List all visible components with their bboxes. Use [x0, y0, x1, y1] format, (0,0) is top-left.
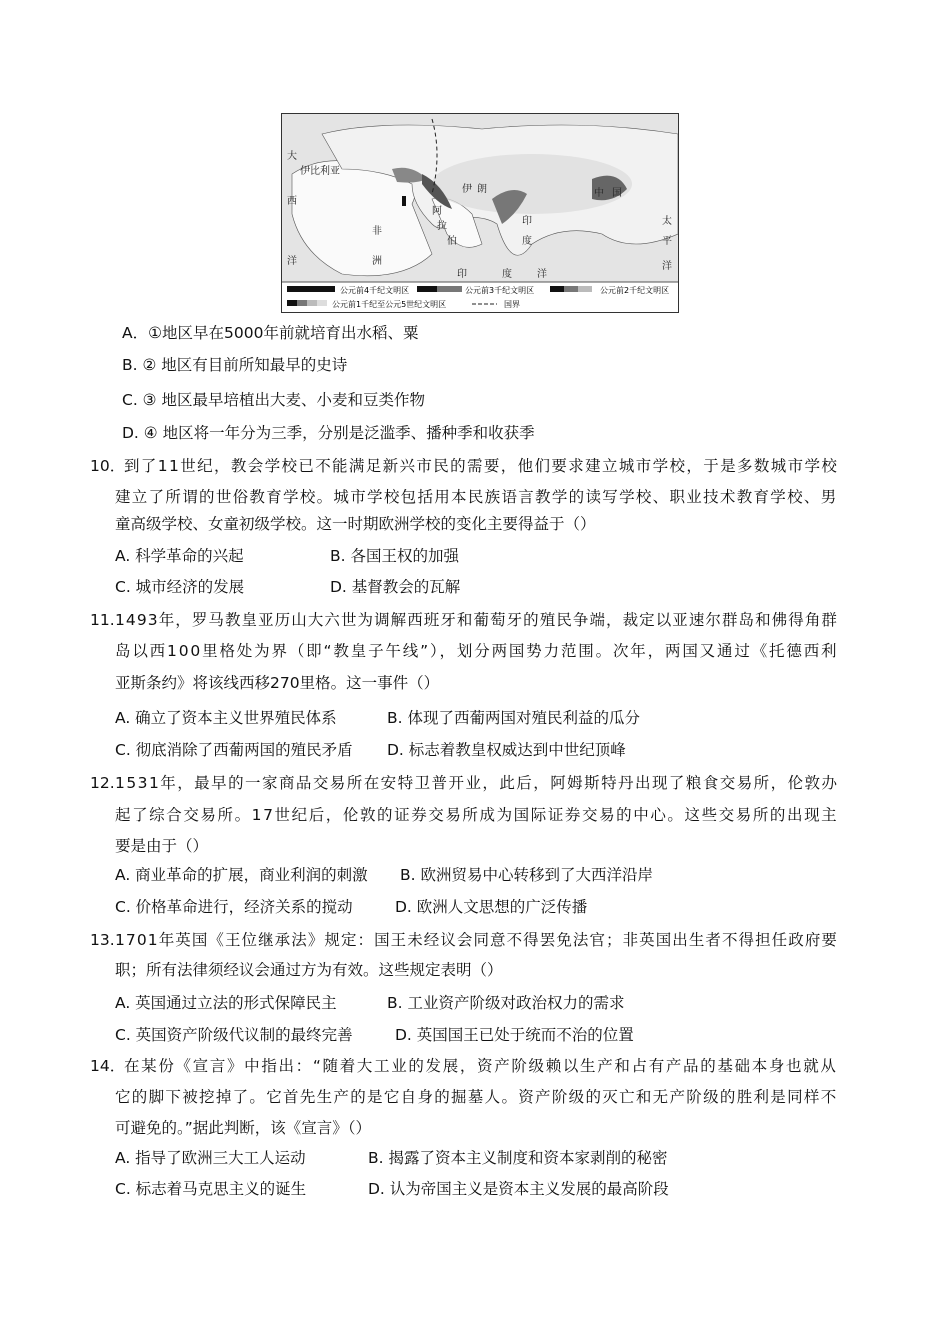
q12-option-d: D. 欧洲人文思想的广泛传播: [395, 898, 588, 916]
legend-item: 公元前2千纪文明区: [600, 286, 670, 295]
svg-text:印: 印: [522, 216, 532, 227]
q9-option-d: D. ④ 地区将一年分为三季，分别是泛滥季、播种季和收获季: [122, 424, 535, 442]
q14-option-c: C. 标志着马克思主义的诞生: [115, 1180, 307, 1198]
svg-text:非: 非: [372, 226, 382, 237]
q12-option-a: A. 商业革命的扩展，商业利润的刺激: [115, 866, 368, 884]
q13-text: 职；所有法律须经议会通过方为有效。这些规定表明（）: [115, 961, 503, 979]
q10-option-a: A. 科学革命的兴起: [115, 547, 244, 565]
q11-option-b: B. 体现了西葡两国对殖民利益的瓜分: [387, 709, 640, 727]
q11-option-c: C. 彻底消除了西葡两国的殖民矛盾: [115, 741, 353, 759]
q14-text: 它的脚下被挖掉了。它首先生产的是它自身的掘墓人。资产阶级的灭亡和无产阶级的胜利是同样不: [115, 1088, 838, 1106]
map-label: 大: [287, 151, 297, 162]
q13-option-d: D. 英国国王已处于统而不治的位置: [395, 1026, 634, 1044]
svg-text:朗: 朗: [477, 184, 487, 195]
svg-text:伊: 伊: [462, 184, 472, 195]
legend-item: 公元前4千纪文明区: [340, 286, 410, 295]
q12-number: 12.: [90, 774, 115, 792]
q12-option-b: B. 欧洲贸易中心转移到了大西洋沿岸: [400, 866, 653, 884]
q12-text: 要是由于（）: [115, 837, 209, 855]
q14-option-a: A. 指导了欧洲三大工人运动: [115, 1149, 306, 1167]
q13-option-a: A. 英国通过立法的形式保障民主: [115, 994, 337, 1012]
q10-text: 到了11世纪，教会学校已不能满足新兴市民的需要，他们要求建立城市学校，于是多数城市学校: [124, 457, 839, 475]
svg-text:西: 西: [287, 196, 297, 207]
q14-option-d: D. 认为帝国主义是资本主义发展的最高阶段: [368, 1180, 669, 1198]
q10-option-b: B. 各国王权的加强: [330, 547, 459, 565]
svg-text:太: 太: [662, 216, 672, 227]
svg-text:伊比利亚: 伊比利亚: [300, 166, 340, 177]
q11-text: 1493年，罗马教皇亚历山大六世为调解西班牙和葡萄牙的殖民争端，裁定以亚速尔群岛和佛得角群: [115, 611, 838, 629]
q13-text: 1701年英国《王位继承法》规定：国王未经议会同意不得罢免法官；非英国出生者不得担任政府要: [115, 931, 838, 949]
q13-number: 13.: [90, 931, 115, 949]
q11-option-d: D. 标志着教皇权威达到中世纪顶峰: [387, 741, 626, 759]
legend-item: 公元前3千纪文明区: [465, 286, 535, 295]
q14-text: 在某份《宣言》中指出：“随着大工业的发展，资产阶级赖以生产和占有产品的基础本身也就从: [124, 1057, 838, 1075]
q13-option-b: B. 工业资产阶级对政治权力的需求: [387, 994, 625, 1012]
svg-text:国: 国: [612, 188, 622, 199]
legend-item: 公元前1千纪至公元5世纪文明区: [332, 300, 447, 309]
svg-text:印: 印: [457, 269, 467, 280]
q10-text: 建立了所谓的世俗教育学校。城市学校包括用本民族语言教学的读写学校、职业技术教育学校、男: [115, 488, 838, 506]
svg-text:平: 平: [662, 236, 672, 247]
q11-number: 11.: [90, 611, 115, 629]
map-image: [282, 114, 678, 312]
q12-text: 1531年，最早的一家商品交易所在安特卫普开业，此后，阿姆斯特丹出现了粮食交易所，伦敦办: [115, 774, 839, 792]
q14-text: 可避免的。”据此判断，该《宣言》（）: [115, 1119, 372, 1137]
q11-text: 岛以西100里格处为界（即“教皇子午线”），划分两国势力范围。次年，两国又通过《托德西利: [115, 642, 839, 660]
svg-text:洋: 洋: [287, 256, 297, 267]
svg-text:度: 度: [502, 269, 512, 280]
svg-text:洋: 洋: [537, 269, 547, 280]
q12-text: 起了综合交易所。17世纪后，伦敦的证券交易所成为国际证券交易的中心。这些交易所的出现主: [115, 806, 839, 824]
svg-text:度: 度: [522, 236, 532, 247]
svg-text:洲: 洲: [372, 256, 382, 267]
q11-text: 亚斯条约》将该线西移270里格。这一事件（）: [115, 674, 440, 692]
q9-option-b: B. ② 地区有目前所知最早的史诗: [122, 356, 348, 374]
q12-option-c: C. 价格革命进行，经济关系的搅动: [115, 898, 353, 916]
q9-option-c: C. ③ 地区最早培植出大麦、小麦和豆类作物: [122, 391, 426, 409]
svg-text:伯: 伯: [447, 236, 457, 247]
q14-option-b: B. 揭露了资本主义制度和资本家剥削的秘密: [368, 1149, 668, 1167]
q13-option-c: C. 英国资产阶级代议制的最终完善: [115, 1026, 353, 1044]
svg-text:拉: 拉: [437, 221, 447, 232]
q9-option-a: A．①地区早在5000年前就培育出水稻、粟: [122, 324, 419, 342]
svg-text:洋: 洋: [662, 261, 672, 272]
civilization-map: [281, 113, 679, 313]
svg-text:阿: 阿: [432, 206, 442, 217]
q10-option-d: D. 基督教会的瓦解: [330, 578, 461, 596]
q11-option-a: A. 确立了资本主义世界殖民体系: [115, 709, 337, 727]
legend-item: 国界: [504, 300, 520, 309]
svg-text:中: 中: [594, 188, 604, 199]
q10-option-c: C. 城市经济的发展: [115, 578, 245, 596]
q10-text: 童高级学校、女童初级学校。这一时期欧洲学校的变化主要得益于（）: [115, 515, 596, 533]
q10-number: 10．: [90, 457, 126, 475]
q14-number: 14．: [90, 1057, 126, 1075]
